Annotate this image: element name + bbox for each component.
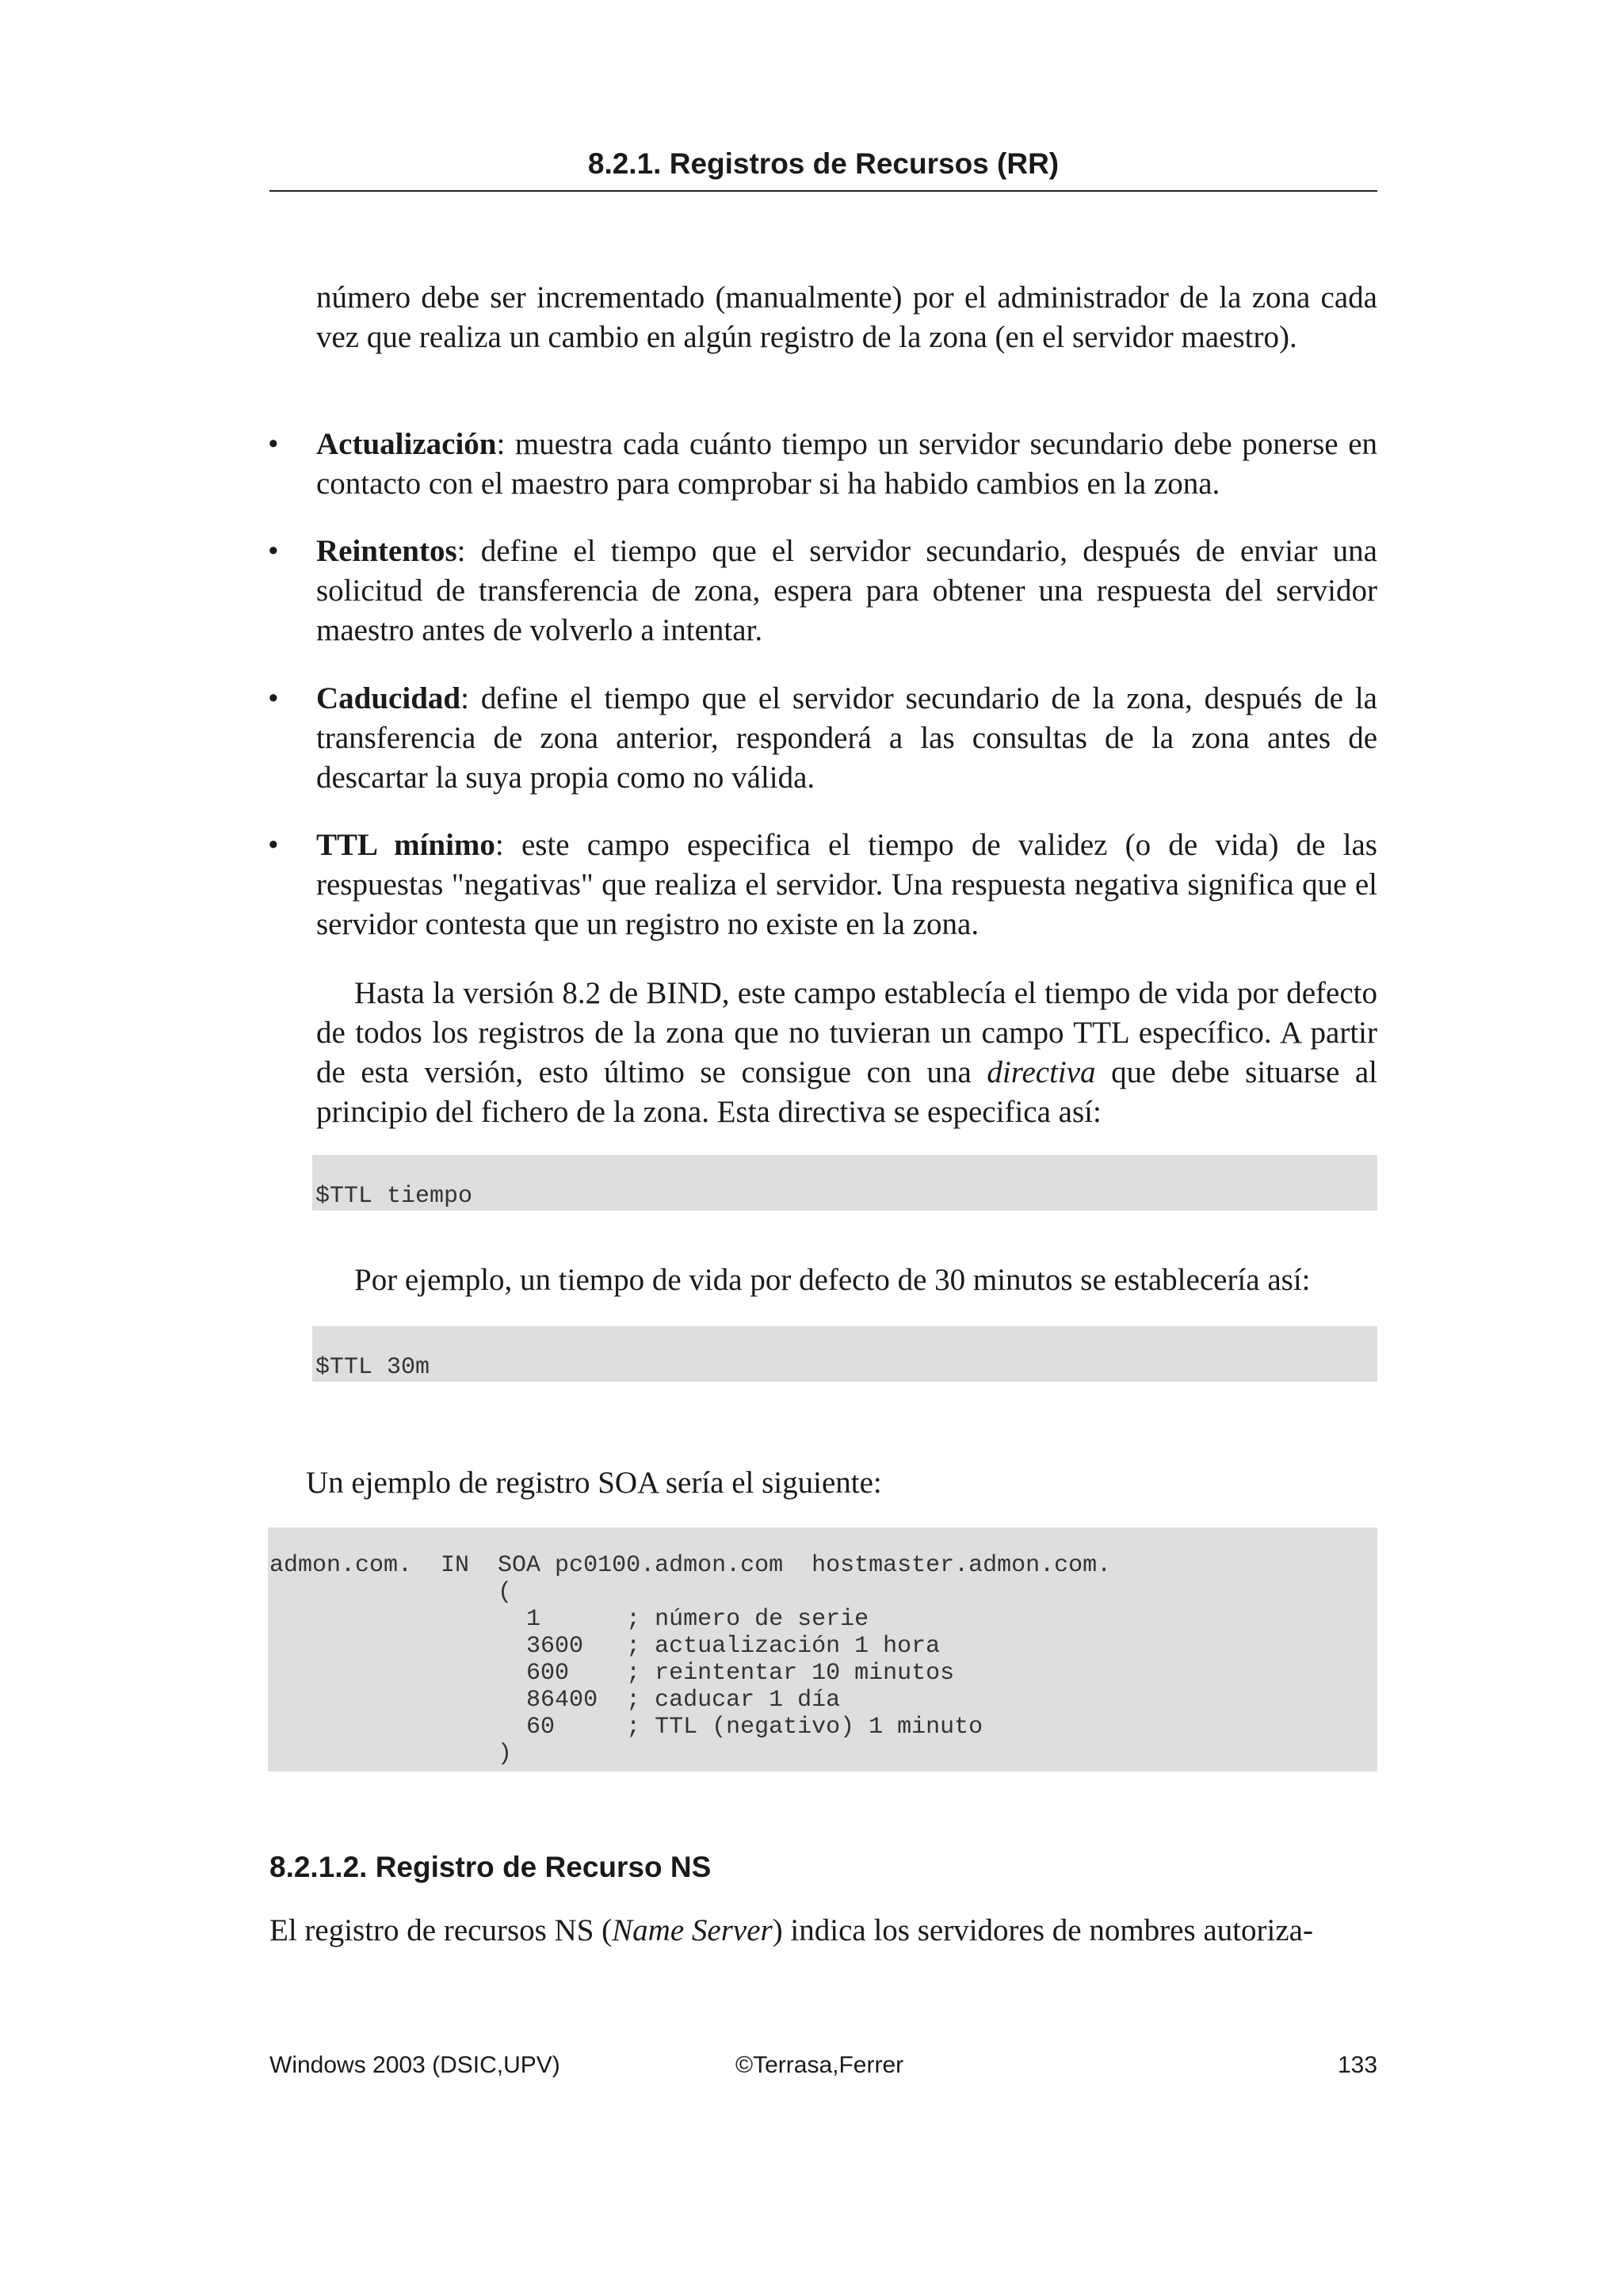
bullet-term: Actualización [316, 427, 497, 461]
ttl-directive-paragraph: Hasta la versión 8.2 de BIND, este campo establecía el tiempo de vida por defecto de todos los registros de la zona que no tuvieran un campo TTL específico. A partir de esta versión, esto último se consigue con una directiva que debe situarse al principio del fichero de la zona. Esta directiva se especifica así: [316, 976, 1377, 1129]
code-block-ttl-example: $TTL 30m [312, 1326, 1377, 1382]
bullet-text: : este campo especifica el tiempo de validez (o de vida) de las respuestas "negativas" que realiza el servidor. Una respuesta negativa significa que el servidor contesta que un registro no existe en la zona. [316, 828, 1377, 941]
emphasis-directiva: directiva [987, 1055, 1096, 1089]
emphasis-name-server: Name Server [612, 1913, 773, 1947]
bullet-term: TTL mínimo [316, 828, 495, 862]
bullet-text: : muestra cada cuánto tiempo un servidor secundario debe ponerse en contacto con el maestro para comprobar si ha habido cambios en la zona. [316, 427, 1377, 501]
footer-left: Windows 2003 (DSIC,UPV) [269, 2052, 560, 2078]
intro-paragraph: número debe ser incrementado (manualmente) por el administrador de la zona cada vez que realiza un cambio en algún registro de la zona (en el servidor maestro). [316, 280, 1377, 354]
section-heading: 8.2.1.2. Registro de Recurso NS [269, 1851, 712, 1883]
bullet-term: Reintentos [316, 534, 457, 568]
code-block-soa-record: admon.com. IN SOA pc0100.admon.com hostmaster.admon.com. ( 1 ; número de serie 3600 ; actualización 1 hora 600 ; reintentar 10 minutos 86400 ; caducar 1 día 60 ; TTL (negativo) 1 minuto ) [268, 1527, 1377, 1772]
bullet-item-ttl-minimo [316, 826, 1377, 944]
bullet-dot: • [268, 828, 279, 862]
header-rule [269, 190, 1377, 192]
bullet-text: : define el tiempo que el servidor secundario, después de enviar una solicitud de transferencia de zona, espera para obtener una respuesta del servidor maestro antes de volverlo a intentar. [316, 534, 1377, 647]
section-paragraph: El registro de recursos NS (Name Server) indica los servidores de nombres autoriza- [269, 1913, 1313, 1947]
bullet-dot: • [268, 681, 279, 715]
bullet-dot: • [268, 427, 279, 461]
bullet-item-caducidad [316, 679, 1377, 798]
example-paragraph: Por ejemplo, un tiempo de vida por defecto de 30 minutos se establecería así: [354, 1263, 1311, 1297]
bullet-term: Caducidad [316, 681, 461, 715]
footer-page-number: 133 [1338, 2052, 1378, 2078]
code-block-ttl-syntax: $TTL tiempo [312, 1155, 1377, 1211]
bullet-item-actualizacion [316, 425, 1377, 504]
bullet-text: : define el tiempo que el servidor secundario de la zona, después de la transferencia de zona anterior, responderá a las consultas de la zona antes de descartar la suya propia como no válida. [316, 681, 1377, 795]
bullet-item-reintentos [316, 532, 1377, 650]
running-header: 8.2.1. Registros de Recursos (RR) [587, 147, 1060, 180]
soa-intro-paragraph: Un ejemplo de registro SOA sería el siguiente: [306, 1466, 882, 1500]
bullet-dot: • [268, 534, 279, 568]
footer-center: ©Terrasa,Ferrer [735, 2052, 904, 2078]
